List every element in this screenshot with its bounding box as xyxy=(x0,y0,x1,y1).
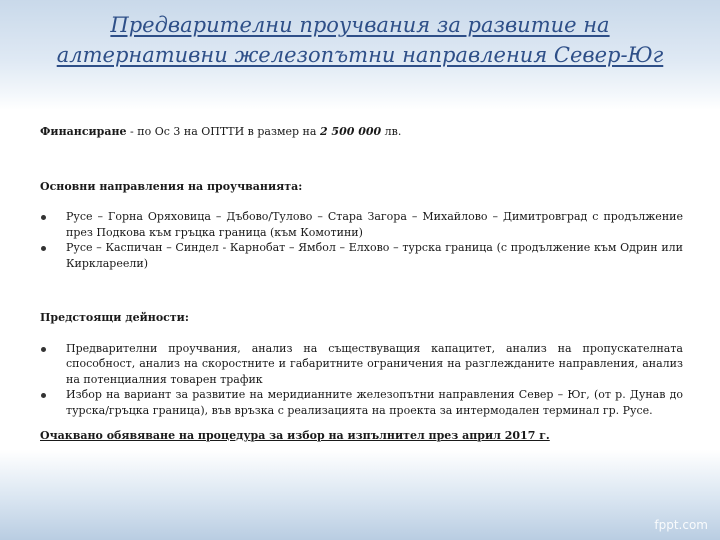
slide-content xyxy=(40,124,683,444)
slide-title-line-2: алтернативни железопътни направления Север-Юг xyxy=(56,43,664,67)
directions-heading: Основни направления на проучванията: xyxy=(40,179,303,193)
financing-paragraph xyxy=(40,124,683,140)
financing-amount: 2 500 000 xyxy=(319,125,382,138)
financing-text: - по Ос 3 на ОПТТИ в размер на xyxy=(126,125,320,138)
list-item: Предварителни проучвания, анализ на съществуващия капацитет, анализ на пропускателната способност, анализ на скоростните и габаритните ограничения на разглежданите направления, анализ на потенциалния товарен трафик xyxy=(40,341,683,388)
list-item: Русе – Каспичан – Синдел - Карнобат – Ямбол – Елхово – турска граница (с продължение към Одрин или Кирклареели) xyxy=(40,240,683,271)
expected-announcement: Очаквано обявяване на процедура за избор на изпълнител през април 2017 г. xyxy=(40,429,550,442)
financing-label: Финансиране xyxy=(40,125,127,138)
directions-list xyxy=(40,209,683,271)
list-item: Русе – Горна Оряховица – Дъбово/Тулово – Стара Загора – Михайлово – Димитровград с продължение през Подкова към гръцка граница (към Комотини) xyxy=(40,209,683,240)
financing-currency: лв. xyxy=(381,125,402,138)
slide-title-line-1: Предварителни проучвания за развитие на xyxy=(110,13,610,37)
list-item: Избор на вариант за развитие на меридианните железопътни направления Север – Юг, (от р. Дунав до турска/гръцка граница), във връзка с реализацията на проекта за интермодален терминал гр. Русе. xyxy=(40,387,683,418)
watermark: fppt.com xyxy=(654,518,708,532)
activities-heading: Предстоящи дейности: xyxy=(40,311,189,324)
slide-title xyxy=(0,10,720,70)
activities-list xyxy=(40,341,683,419)
footer-background xyxy=(0,450,720,540)
